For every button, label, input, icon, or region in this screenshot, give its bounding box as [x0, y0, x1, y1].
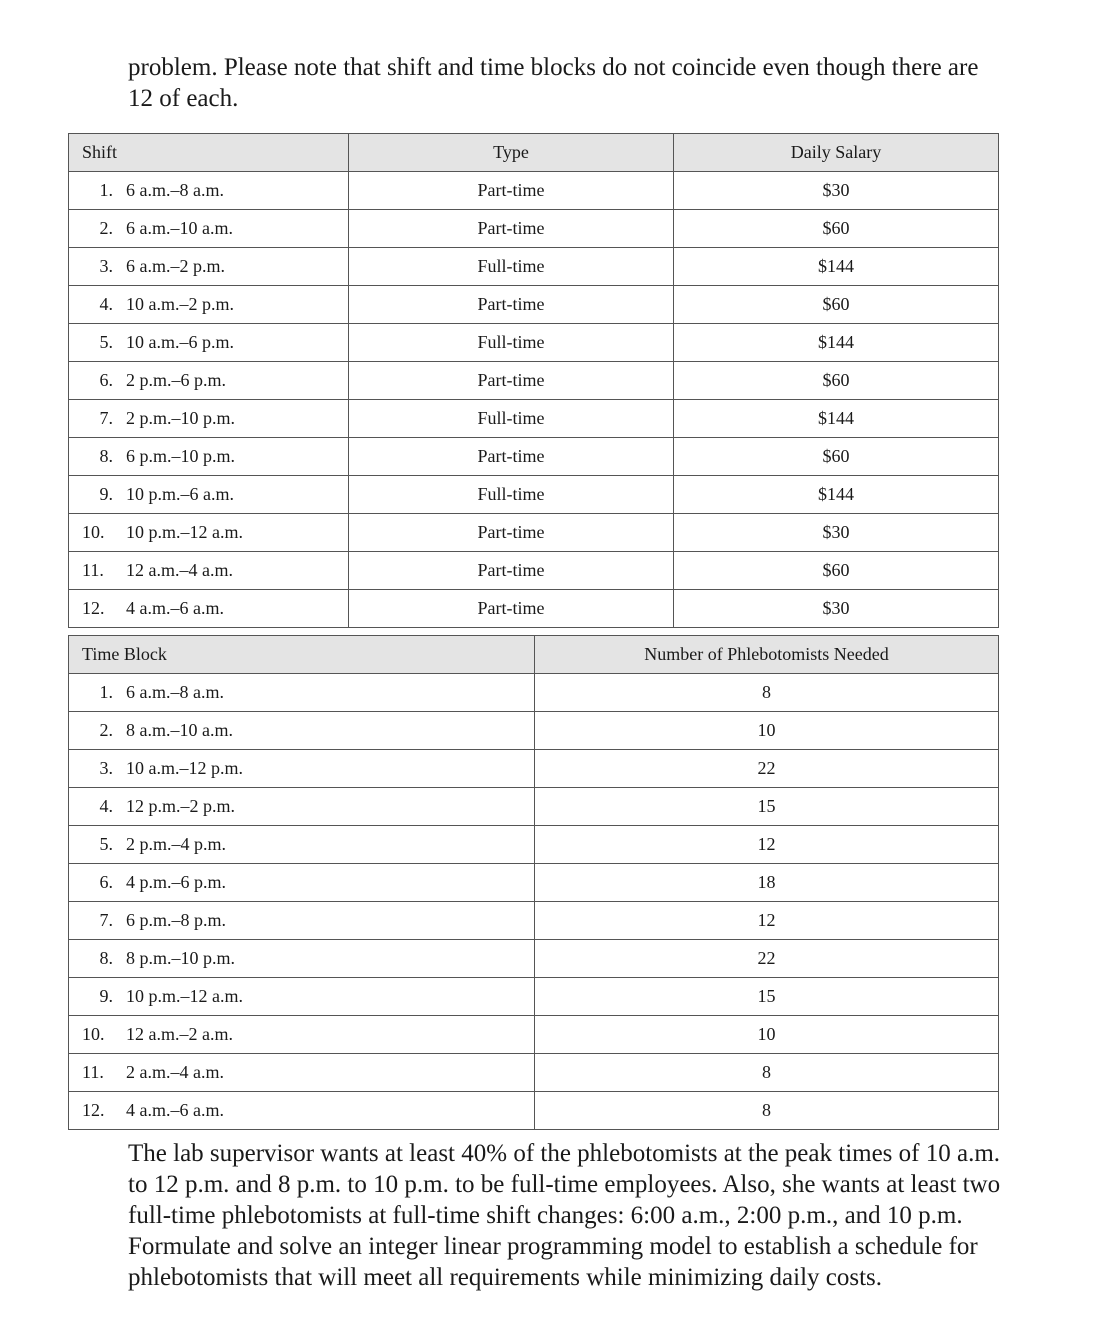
salary-cell: $60 [674, 286, 999, 324]
range-cell [69, 750, 535, 788]
row-number: 11. [82, 560, 104, 580]
row-number: 7. [99, 910, 113, 930]
range-cell [69, 1092, 535, 1130]
type-header: Type [349, 134, 674, 172]
salary-cell: $144 [674, 324, 999, 362]
range-cell [69, 514, 349, 552]
salary-header: Daily Salary [674, 134, 999, 172]
row-number: 7. [99, 408, 113, 428]
row-number: 9. [99, 986, 113, 1006]
time-block-row [69, 1092, 999, 1130]
needed-cell: 12 [535, 826, 999, 864]
row-number: 2. [99, 218, 113, 238]
time-range: 12 p.m.–2 p.m. [126, 796, 236, 816]
time-block-row [69, 826, 999, 864]
time-range: 6 p.m.–10 p.m. [126, 446, 236, 466]
time-block-row [69, 978, 999, 1016]
time-block-row [69, 712, 999, 750]
shift-row [69, 362, 999, 400]
time-range: 8 a.m.–10 a.m. [126, 720, 233, 740]
salary-cell: $144 [674, 400, 999, 438]
shift-row [69, 590, 999, 628]
row-number: 2. [99, 720, 113, 740]
range-cell [69, 902, 535, 940]
type-cell: Full-time [349, 476, 674, 514]
row-number: 9. [99, 484, 113, 504]
shift-table [68, 133, 999, 628]
type-cell: Full-time [349, 324, 674, 362]
time-block-row [69, 940, 999, 978]
time-range: 6 a.m.–2 p.m. [126, 256, 225, 276]
row-number: 12. [82, 1100, 105, 1120]
time-block-row [69, 864, 999, 902]
time-range: 4 a.m.–6 a.m. [126, 598, 224, 618]
shift-row [69, 210, 999, 248]
range-cell [69, 1016, 535, 1054]
range-cell [69, 864, 535, 902]
needed-cell: 22 [535, 940, 999, 978]
time-block-row [69, 750, 999, 788]
salary-cell: $30 [674, 172, 999, 210]
time-range: 2 p.m.–10 p.m. [126, 408, 236, 428]
time-block-row [69, 788, 999, 826]
shift-row [69, 552, 999, 590]
type-cell: Part-time [349, 590, 674, 628]
row-number: 11. [82, 1062, 104, 1082]
salary-cell: $30 [674, 590, 999, 628]
row-number: 10. [82, 1024, 105, 1044]
time-block-row [69, 1054, 999, 1092]
type-cell: Part-time [349, 552, 674, 590]
needed-cell: 15 [535, 978, 999, 1016]
needed-cell: 18 [535, 864, 999, 902]
type-cell: Part-time [349, 172, 674, 210]
range-cell [69, 674, 535, 712]
shift-row [69, 286, 999, 324]
row-number: 6. [99, 872, 113, 892]
time-range: 2 p.m.–6 p.m. [126, 370, 227, 390]
time-block-table [68, 635, 999, 1130]
range-cell [69, 712, 535, 750]
needed-cell: 8 [535, 1092, 999, 1130]
outro-paragraph: The lab supervisor wants at least 40% of the phlebotomists at the peak times of 10 a.m. to 12 p.m. and 8 p.m. to 10 p.m. to be full-time employees. Also, she wants at least two full-time phlebotomists at full-time shift changes: 6:00 a.m., 2:00 p.m., and 10 p.m. Formulate and solve an integer linear programming model to establish a schedule for phlebotomists that will meet all requirements while minimizing daily costs. [128, 1140, 1001, 1291]
time-range: 4 a.m.–6 a.m. [126, 1100, 224, 1120]
time-block-header: Time Block [69, 636, 535, 674]
type-cell: Full-time [349, 248, 674, 286]
row-number: 4. [99, 796, 113, 816]
salary-cell: $60 [674, 438, 999, 476]
type-cell: Part-time [349, 438, 674, 476]
row-number: 10. [82, 522, 105, 542]
time-block-row [69, 902, 999, 940]
time-range: 10 p.m.–12 a.m. [126, 986, 243, 1006]
shift-row [69, 248, 999, 286]
range-cell [69, 552, 349, 590]
type-cell: Part-time [349, 286, 674, 324]
needed-cell: 10 [535, 712, 999, 750]
range-cell [69, 172, 349, 210]
type-cell: Full-time [349, 400, 674, 438]
time-range: 8 p.m.–10 p.m. [126, 948, 236, 968]
row-number: 4. [99, 294, 113, 314]
row-number: 8. [99, 948, 113, 968]
time-range: 2 a.m.–4 a.m. [126, 1062, 224, 1082]
shift-row [69, 400, 999, 438]
range-cell [69, 826, 535, 864]
salary-cell: $60 [674, 362, 999, 400]
shift-row [69, 172, 999, 210]
row-number: 1. [99, 180, 113, 200]
type-cell: Part-time [349, 210, 674, 248]
range-cell [69, 210, 349, 248]
range-cell [69, 438, 349, 476]
time-range: 10 p.m.–6 a.m. [126, 484, 234, 504]
row-number: 8. [99, 446, 113, 466]
needed-cell: 22 [535, 750, 999, 788]
needed-cell: 8 [535, 674, 999, 712]
range-cell [69, 324, 349, 362]
salary-cell: $30 [674, 514, 999, 552]
shift-row [69, 438, 999, 476]
type-cell: Part-time [349, 514, 674, 552]
time-range: 10 a.m.–2 p.m. [126, 294, 234, 314]
time-range: 10 a.m.–6 p.m. [126, 332, 234, 352]
range-cell [69, 248, 349, 286]
range-cell [69, 788, 535, 826]
range-cell [69, 1054, 535, 1092]
time-range: 6 p.m.–8 p.m. [126, 910, 227, 930]
time-range: 12 a.m.–2 a.m. [126, 1024, 233, 1044]
shift-row [69, 476, 999, 514]
row-number: 5. [99, 332, 113, 352]
time-range: 12 a.m.–4 a.m. [126, 560, 233, 580]
needed-cell: 15 [535, 788, 999, 826]
range-cell [69, 286, 349, 324]
row-number: 3. [99, 256, 113, 276]
row-number: 5. [99, 834, 113, 854]
shift-header: Shift [69, 134, 349, 172]
time-block-table-header [69, 636, 999, 674]
range-cell [69, 590, 349, 628]
range-cell [69, 476, 349, 514]
range-cell [69, 362, 349, 400]
needed-cell: 10 [535, 1016, 999, 1054]
salary-cell: $144 [674, 476, 999, 514]
time-range: 6 a.m.–10 a.m. [126, 218, 233, 238]
time-block-row [69, 1016, 999, 1054]
row-number: 1. [99, 682, 113, 702]
row-number: 12. [82, 598, 105, 618]
time-range: 6 a.m.–8 a.m. [126, 682, 224, 702]
range-cell [69, 400, 349, 438]
range-cell [69, 940, 535, 978]
row-number: 6. [99, 370, 113, 390]
shift-row [69, 324, 999, 362]
needed-header: Number of Phlebotomists Needed [535, 636, 999, 674]
time-range: 2 p.m.–4 p.m. [126, 834, 227, 854]
time-range: 10 a.m.–12 p.m. [126, 758, 243, 778]
shift-row [69, 514, 999, 552]
range-cell [69, 978, 535, 1016]
type-cell: Part-time [349, 362, 674, 400]
time-range: 4 p.m.–6 p.m. [126, 872, 227, 892]
time-range: 6 a.m.–8 a.m. [126, 180, 224, 200]
row-number: 3. [99, 758, 113, 778]
needed-cell: 12 [535, 902, 999, 940]
salary-cell: $60 [674, 552, 999, 590]
intro-paragraph: problem. Please note that shift and time blocks do not coincide even though there are 12 of each. [128, 54, 979, 112]
time-block-row [69, 674, 999, 712]
time-range: 10 p.m.–12 a.m. [126, 522, 243, 542]
shift-table-header [69, 134, 999, 172]
needed-cell: 8 [535, 1054, 999, 1092]
salary-cell: $60 [674, 210, 999, 248]
salary-cell: $144 [674, 248, 999, 286]
